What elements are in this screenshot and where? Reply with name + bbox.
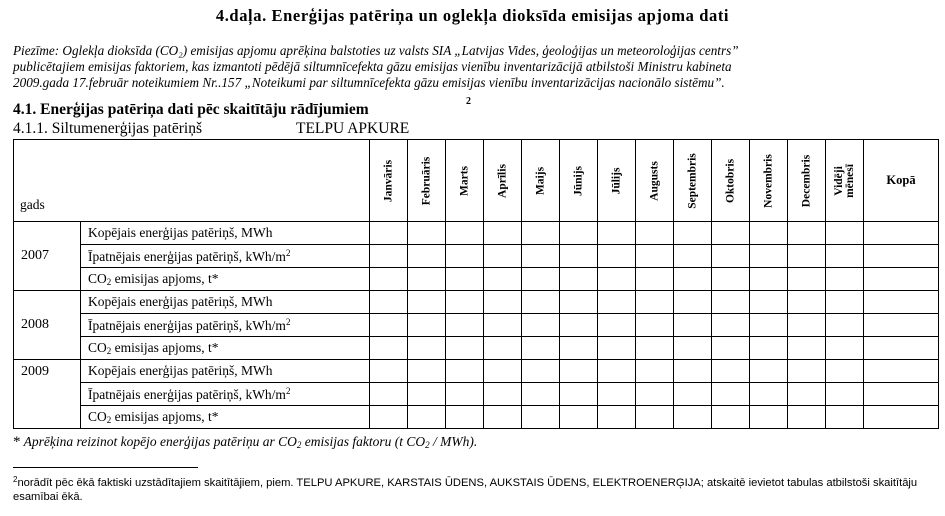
data-entry-cell[interactable] — [788, 360, 826, 383]
data-entry-cell[interactable] — [712, 314, 750, 337]
data-entry-cell[interactable] — [712, 268, 750, 291]
monthly-average-label — [834, 164, 856, 198]
data-entry-cell[interactable] — [826, 291, 864, 314]
data-entry-cell[interactable] — [788, 406, 826, 429]
total-header: Kopā — [864, 140, 939, 222]
avg-line-1: Vidēji — [832, 165, 845, 196]
data-entry-cell[interactable] — [484, 383, 522, 406]
row-label-co2 — [81, 268, 370, 291]
data-entry-cell[interactable] — [522, 406, 560, 429]
data-entry-cell[interactable] — [636, 383, 674, 406]
data-entry-cell[interactable] — [674, 245, 712, 268]
data-entry-cell[interactable] — [408, 291, 446, 314]
footnote-divider — [13, 467, 198, 468]
row-label-co2 — [81, 337, 370, 360]
month-label: Februāris — [420, 156, 432, 205]
data-entry-cell[interactable] — [484, 314, 522, 337]
data-entry-cell[interactable] — [408, 268, 446, 291]
footnote-2-mark: 2 — [13, 475, 18, 484]
co2-label-prefix: CO — [88, 409, 107, 424]
data-entry-cell[interactable] — [598, 222, 636, 245]
co2-label-sub: 2 — [106, 346, 112, 356]
data-entry-cell[interactable] — [864, 245, 939, 268]
co2-label-prefix: CO — [88, 271, 107, 286]
data-entry-cell[interactable] — [674, 360, 712, 383]
data-entry-cell[interactable] — [712, 337, 750, 360]
table-row — [14, 222, 939, 245]
data-entry-cell[interactable] — [712, 245, 750, 268]
data-entry-cell[interactable] — [370, 360, 408, 383]
page-title: 4.daļa. Enerģijas patēriņa un oglekļa dioksīda emisijas apjoma dati — [215, 6, 730, 25]
month-header — [560, 140, 598, 222]
data-entry-cell[interactable] — [370, 291, 408, 314]
month-label: Decembris — [800, 154, 812, 207]
note-line-2: publicētajiem emisijas faktoriem, kas izmantoti pēdējā siltumnīcefekta gāzu emisijas vienību inventarizācijā atbilstoši Ministru kabineta — [13, 59, 732, 74]
row-label-specific — [81, 245, 370, 268]
data-entry-cell[interactable] — [712, 406, 750, 429]
footnote-text-2: emisijas faktoru (t CO — [301, 434, 426, 449]
co2-label-sub: 2 — [106, 277, 112, 287]
data-entry-cell[interactable] — [674, 314, 712, 337]
month-label: Maijs — [534, 166, 546, 195]
year-cell: 2009 — [14, 360, 81, 429]
meter-footnote — [13, 473, 933, 504]
data-entry-cell[interactable] — [598, 291, 636, 314]
data-entry-cell[interactable] — [788, 291, 826, 314]
monthly-average-header — [826, 140, 864, 222]
data-entry-cell[interactable] — [484, 406, 522, 429]
data-entry-cell[interactable] — [522, 383, 560, 406]
data-entry-cell[interactable] — [750, 314, 788, 337]
row-label-specific — [81, 383, 370, 406]
data-entry-cell[interactable] — [484, 245, 522, 268]
row-label-total: Kopējais enerģijas patēriņš, MWh — [81, 222, 370, 245]
table-header-row — [14, 140, 939, 222]
row-label-co2 — [81, 406, 370, 429]
co2-label-prefix: CO — [88, 340, 107, 355]
data-entry-cell[interactable] — [370, 245, 408, 268]
month-header — [370, 140, 408, 222]
month-label: Augusts — [648, 160, 660, 201]
data-entry-cell[interactable] — [712, 360, 750, 383]
data-entry-cell[interactable] — [788, 314, 826, 337]
data-entry-cell[interactable] — [826, 406, 864, 429]
data-entry-cell[interactable] — [484, 337, 522, 360]
data-entry-cell[interactable] — [446, 291, 484, 314]
data-entry-cell[interactable] — [636, 406, 674, 429]
data-entry-cell[interactable] — [636, 245, 674, 268]
data-entry-cell[interactable] — [560, 245, 598, 268]
table-row — [14, 291, 939, 314]
data-entry-cell[interactable] — [560, 360, 598, 383]
month-header — [712, 140, 750, 222]
co2-label-suffix: emisijas apjoms, t* — [111, 409, 219, 424]
energy-consumption-table — [13, 139, 939, 429]
data-entry-cell[interactable] — [788, 268, 826, 291]
data-entry-cell[interactable] — [560, 268, 598, 291]
data-entry-cell[interactable] — [522, 222, 560, 245]
data-entry-cell[interactable] — [408, 222, 446, 245]
footnote-text-1: Aprēķina reizinot kopējo enerģijas patēriņu ar CO — [20, 434, 297, 449]
data-entry-cell[interactable] — [522, 268, 560, 291]
month-header — [446, 140, 484, 222]
data-entry-cell[interactable] — [370, 383, 408, 406]
data-entry-cell[interactable] — [636, 314, 674, 337]
table-row — [14, 314, 939, 337]
data-entry-cell[interactable] — [522, 245, 560, 268]
data-entry-cell[interactable] — [636, 360, 674, 383]
data-entry-cell[interactable] — [864, 314, 939, 337]
data-entry-cell[interactable] — [826, 360, 864, 383]
data-entry-cell[interactable] — [674, 222, 712, 245]
data-entry-cell[interactable] — [636, 291, 674, 314]
footnote-sub-2: 2 — [425, 440, 430, 450]
data-entry-cell[interactable] — [674, 291, 712, 314]
data-entry-cell[interactable] — [370, 222, 408, 245]
data-entry-cell[interactable] — [408, 337, 446, 360]
table-row — [14, 406, 939, 429]
data-entry-cell[interactable] — [788, 383, 826, 406]
data-entry-cell[interactable] — [750, 406, 788, 429]
avg-line-2: mēnesī — [843, 163, 856, 198]
data-entry-cell[interactable] — [408, 245, 446, 268]
data-entry-cell[interactable] — [446, 360, 484, 383]
month-label: Jūlijs — [610, 167, 622, 194]
data-entry-cell[interactable] — [446, 268, 484, 291]
co2-label-sub: 2 — [106, 415, 112, 425]
data-entry-cell[interactable] — [484, 268, 522, 291]
note-line-1: Piezīme: Oglekļa dioksīda (CO₂) emisijas apjomu aprēķina balstoties uz valsts SIA „Latvijas Vides, ģeoloģijas un meteoroloģijas centrs” — [13, 43, 739, 58]
data-entry-cell[interactable] — [826, 268, 864, 291]
row-label-total: Kopējais enerģijas patēriņš, MWh — [81, 291, 370, 314]
data-entry-cell[interactable] — [522, 314, 560, 337]
data-entry-cell[interactable] — [674, 268, 712, 291]
consumption-type: TELPU APKURE — [296, 120, 410, 137]
month-header — [636, 140, 674, 222]
data-entry-cell[interactable] — [864, 383, 939, 406]
specific-label-text: Īpatnējais enerģijas patēriņš, kWh/m — [88, 248, 286, 264]
data-entry-cell[interactable] — [598, 245, 636, 268]
table-row — [14, 245, 939, 268]
data-entry-cell[interactable] — [598, 314, 636, 337]
data-entry-cell[interactable] — [788, 222, 826, 245]
data-entry-cell[interactable] — [522, 360, 560, 383]
table-row — [14, 337, 939, 360]
data-entry-cell[interactable] — [446, 314, 484, 337]
data-entry-cell[interactable] — [864, 291, 939, 314]
footnote-sub-1: 2 — [296, 440, 302, 450]
data-entry-cell[interactable] — [750, 291, 788, 314]
month-label: Janvāris — [382, 159, 394, 202]
data-entry-cell[interactable] — [674, 406, 712, 429]
data-entry-cell[interactable] — [864, 360, 939, 383]
data-entry-cell[interactable] — [826, 314, 864, 337]
co2-label-suffix: emisijas apjoms, t* — [111, 271, 219, 286]
data-entry-cell[interactable] — [484, 222, 522, 245]
data-entry-cell[interactable] — [750, 268, 788, 291]
specific-label-text: Īpatnējais enerģijas patēriņš, kWh/m — [88, 317, 286, 333]
data-entry-cell[interactable] — [522, 337, 560, 360]
table-row — [14, 383, 939, 406]
data-entry-cell[interactable] — [370, 268, 408, 291]
month-header — [674, 140, 712, 222]
data-entry-cell[interactable] — [598, 383, 636, 406]
data-entry-cell[interactable] — [712, 383, 750, 406]
data-entry-cell[interactable] — [408, 406, 446, 429]
data-entry-cell[interactable] — [446, 406, 484, 429]
data-entry-cell[interactable] — [484, 291, 522, 314]
data-entry-cell[interactable] — [446, 337, 484, 360]
subsection-heading — [13, 120, 410, 138]
data-entry-cell[interactable] — [864, 337, 939, 360]
month-header — [408, 140, 446, 222]
section-heading: 4.1. Enerģijas patēriņa dati pēc skaitītāju rādījumiem — [13, 101, 369, 118]
month-label: Jūnijs — [572, 165, 584, 196]
month-label: Marts — [458, 165, 470, 196]
row-label-total: Kopējais enerģijas patēriņš, MWh — [81, 360, 370, 383]
data-entry-cell[interactable] — [826, 337, 864, 360]
data-entry-cell[interactable] — [522, 291, 560, 314]
data-entry-cell[interactable] — [864, 268, 939, 291]
data-entry-cell[interactable] — [370, 314, 408, 337]
data-entry-cell[interactable] — [788, 245, 826, 268]
data-entry-cell[interactable] — [826, 222, 864, 245]
data-entry-cell[interactable] — [560, 291, 598, 314]
data-entry-cell[interactable] — [750, 337, 788, 360]
month-label: Novembris — [762, 153, 774, 208]
data-entry-cell[interactable] — [674, 383, 712, 406]
data-entry-cell[interactable] — [560, 406, 598, 429]
data-entry-cell[interactable] — [826, 383, 864, 406]
data-entry-cell[interactable] — [636, 222, 674, 245]
data-entry-cell[interactable] — [446, 222, 484, 245]
data-entry-cell[interactable] — [712, 291, 750, 314]
data-entry-cell[interactable] — [408, 383, 446, 406]
month-label: Aprīlis — [496, 163, 508, 198]
data-entry-cell[interactable] — [750, 222, 788, 245]
month-label: Oktobris — [724, 158, 736, 203]
data-entry-cell[interactable] — [560, 383, 598, 406]
data-entry-cell[interactable] — [864, 406, 939, 429]
year-cell: 2007 — [14, 222, 81, 291]
data-entry-cell[interactable] — [446, 383, 484, 406]
data-entry-cell[interactable] — [750, 383, 788, 406]
data-entry-cell[interactable] — [370, 406, 408, 429]
specific-label-text: Īpatnējais enerģijas patēriņš, kWh/m — [88, 386, 286, 402]
note-line-3: 2009.gada 17.februār noteikumiem Nr..157 „Noteikumi par siltumnīcefekta gāzu emisijas vienību inventarizācijas nacionālo sistēmu”. — [13, 75, 725, 90]
year-cell: 2008 — [14, 291, 81, 360]
subsection-title: 4.1.1. Siltumenerģijas patēriņš — [13, 120, 202, 137]
data-entry-cell[interactable] — [598, 337, 636, 360]
data-entry-cell[interactable] — [598, 268, 636, 291]
data-entry-cell[interactable] — [408, 360, 446, 383]
month-header — [750, 140, 788, 222]
data-entry-cell[interactable] — [408, 314, 446, 337]
data-entry-cell[interactable] — [370, 337, 408, 360]
data-entry-cell[interactable] — [560, 314, 598, 337]
data-entry-cell[interactable] — [598, 406, 636, 429]
data-entry-cell[interactable] — [560, 222, 598, 245]
data-entry-cell[interactable] — [750, 245, 788, 268]
co2-label-suffix: emisijas apjoms, t* — [111, 340, 219, 355]
footnote-star-mark: * — [13, 434, 21, 450]
specific-label-sup: 2 — [285, 247, 291, 258]
month-header — [522, 140, 560, 222]
table-row — [14, 360, 939, 383]
data-entry-cell[interactable] — [864, 222, 939, 245]
year-column-header: gads — [14, 140, 370, 222]
data-entry-cell[interactable] — [636, 337, 674, 360]
month-header — [484, 140, 522, 222]
note-paragraph — [13, 43, 935, 91]
specific-label-sup: 2 — [285, 385, 291, 396]
month-header — [788, 140, 826, 222]
calculation-footnote — [13, 434, 477, 451]
footnote-text-3: / MWh). — [429, 434, 478, 449]
section-footnote-ref: 2 — [466, 96, 471, 107]
footnote-2-text: norādīt pēc ēkā faktiski uzstādītajiem skaitītājiem, piem. TELPU APKURE, KARSTAIS ŪDENS, AUKSTAIS ŪDENS, ELEKTROENERĢIJA; atskaitē ievietot tabulas atbilstoši skaitītāju esamībai ēkā. — [13, 477, 918, 503]
data-entry-cell[interactable] — [560, 337, 598, 360]
data-entry-cell[interactable] — [826, 245, 864, 268]
data-entry-cell[interactable] — [484, 360, 522, 383]
data-entry-cell[interactable] — [674, 337, 712, 360]
data-entry-cell[interactable] — [750, 360, 788, 383]
month-label: Septembris — [686, 152, 698, 209]
data-entry-cell[interactable] — [636, 268, 674, 291]
row-label-specific — [81, 314, 370, 337]
data-entry-cell[interactable] — [446, 245, 484, 268]
data-entry-cell[interactable] — [788, 337, 826, 360]
data-entry-cell[interactable] — [598, 360, 636, 383]
specific-label-sup: 2 — [285, 316, 291, 327]
table-row — [14, 268, 939, 291]
data-entry-cell[interactable] — [712, 222, 750, 245]
month-header — [598, 140, 636, 222]
